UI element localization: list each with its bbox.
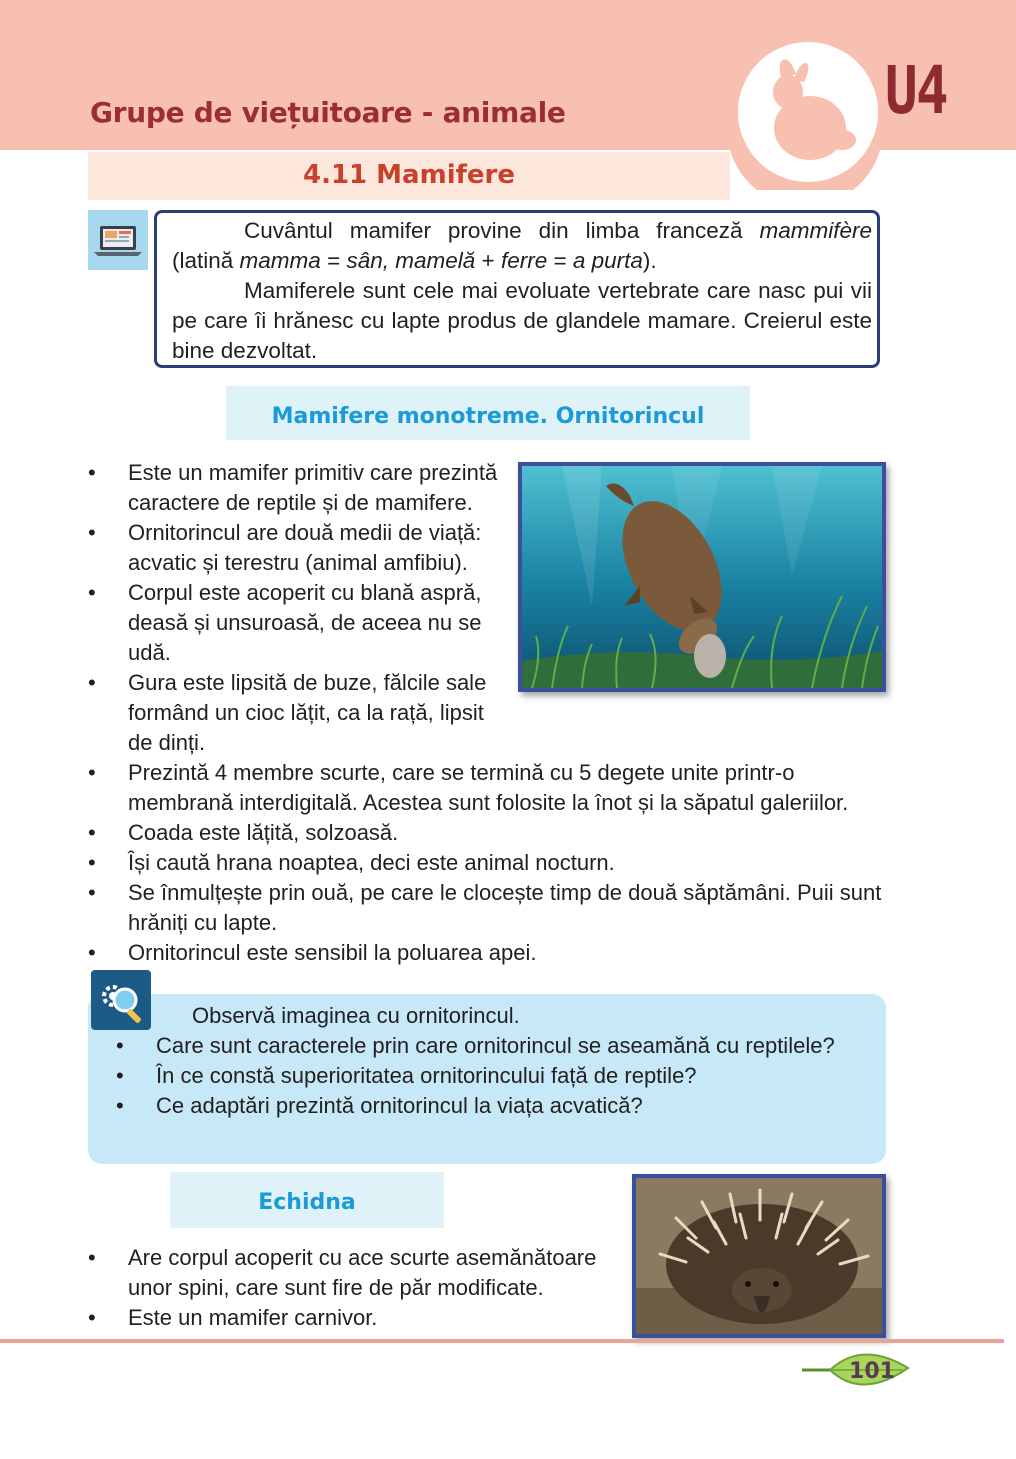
laptop-icon — [88, 210, 148, 270]
list-item: • Ornitorincul este sensibil la poluarea apei. — [88, 938, 888, 968]
list-item: • Se înmulțește prin ouă, pe care le clocește timp de două săptămâni. Puii sunt hrăniți cu lapte. — [88, 878, 888, 938]
definition-paragraph-1: Cuvântul mamifer provine din limba franceză mammifère (latină mamma = sân, mamelă + ferre = a purta). — [172, 218, 872, 273]
list-item: • Este un mamifer primitiv care prezintă caractere de reptile și de mamifere. — [88, 458, 508, 518]
activity-lead: Observă imaginea cu ornitorincul. — [192, 1003, 520, 1028]
definition-paragraph-2: Mamiferele sunt cele mai evoluate vertebrate care nasc pui vii pe care îi hrănesc cu lapte produs de glandele mamare. Creierul este bine dezvoltat. — [172, 278, 872, 363]
list-item: • Își caută hrana noaptea, deci este animal nocturn. — [88, 848, 888, 878]
list-item: • Are corpul acoperit cu ace scurte asemănătoare unor spini, care sunt fire de păr modificate. — [88, 1243, 628, 1303]
unit-tab — [730, 0, 1016, 190]
footer-line — [0, 1339, 1004, 1343]
list-item: • În ce constă superioritatea ornitorincului față de reptile? — [116, 1061, 886, 1091]
list-item: • Ornitorincul are două medii de viață: acvatic și terestru (animal amfibiu). — [88, 518, 508, 578]
list-item: • Prezintă 4 membre scurte, care se termină cu 5 degete unite printr-o membrană interdigitală. Acestea sunt folosite la înot și la săpatul galeriilor. — [88, 758, 888, 818]
unit-label: U4 — [885, 52, 947, 129]
platypus-facts-list-1 — [88, 458, 508, 758]
definition-text — [172, 216, 872, 366]
list-item: • Este un mamifer carnivor. — [88, 1303, 628, 1333]
laptop-icon-box — [88, 210, 148, 270]
lesson-title: 4.11 Mamifere — [302, 160, 516, 190]
platypus-photo — [518, 462, 886, 692]
echidna-facts-list — [88, 1243, 628, 1333]
list-item: • Gura este lipsită de buze, fălcile sale formând un cioc lățit, ca la rață, lipsit de dinți. — [88, 668, 508, 758]
chapter-title: Grupe de viețuitoare - animale — [90, 96, 566, 129]
list-item: • Corpul este acoperit cu blană aspră, deasă și unsuroasă, de aceea nu se udă. — [88, 578, 508, 668]
list-item: • Ce adaptări prezintă ornitorincul la viața acvatică? — [116, 1091, 886, 1121]
list-item: • Care sunt caracterele prin care ornitorincul se aseamănă cu reptilele? — [116, 1031, 886, 1061]
section-title-echidna: Echidna — [258, 1190, 356, 1215]
page-number: 101 — [849, 1359, 895, 1384]
section-title-platypus: Mamifere monotreme. Ornitorincul — [271, 404, 705, 429]
leaf-icon — [802, 1346, 912, 1396]
magnifier-gears-icon — [91, 970, 151, 1030]
platypus-facts-list-2 — [88, 758, 888, 968]
echidna-photo — [632, 1174, 886, 1338]
list-item: • Coada este lățită, solzoasă. — [88, 818, 888, 848]
activity-questions-list — [116, 1031, 886, 1121]
